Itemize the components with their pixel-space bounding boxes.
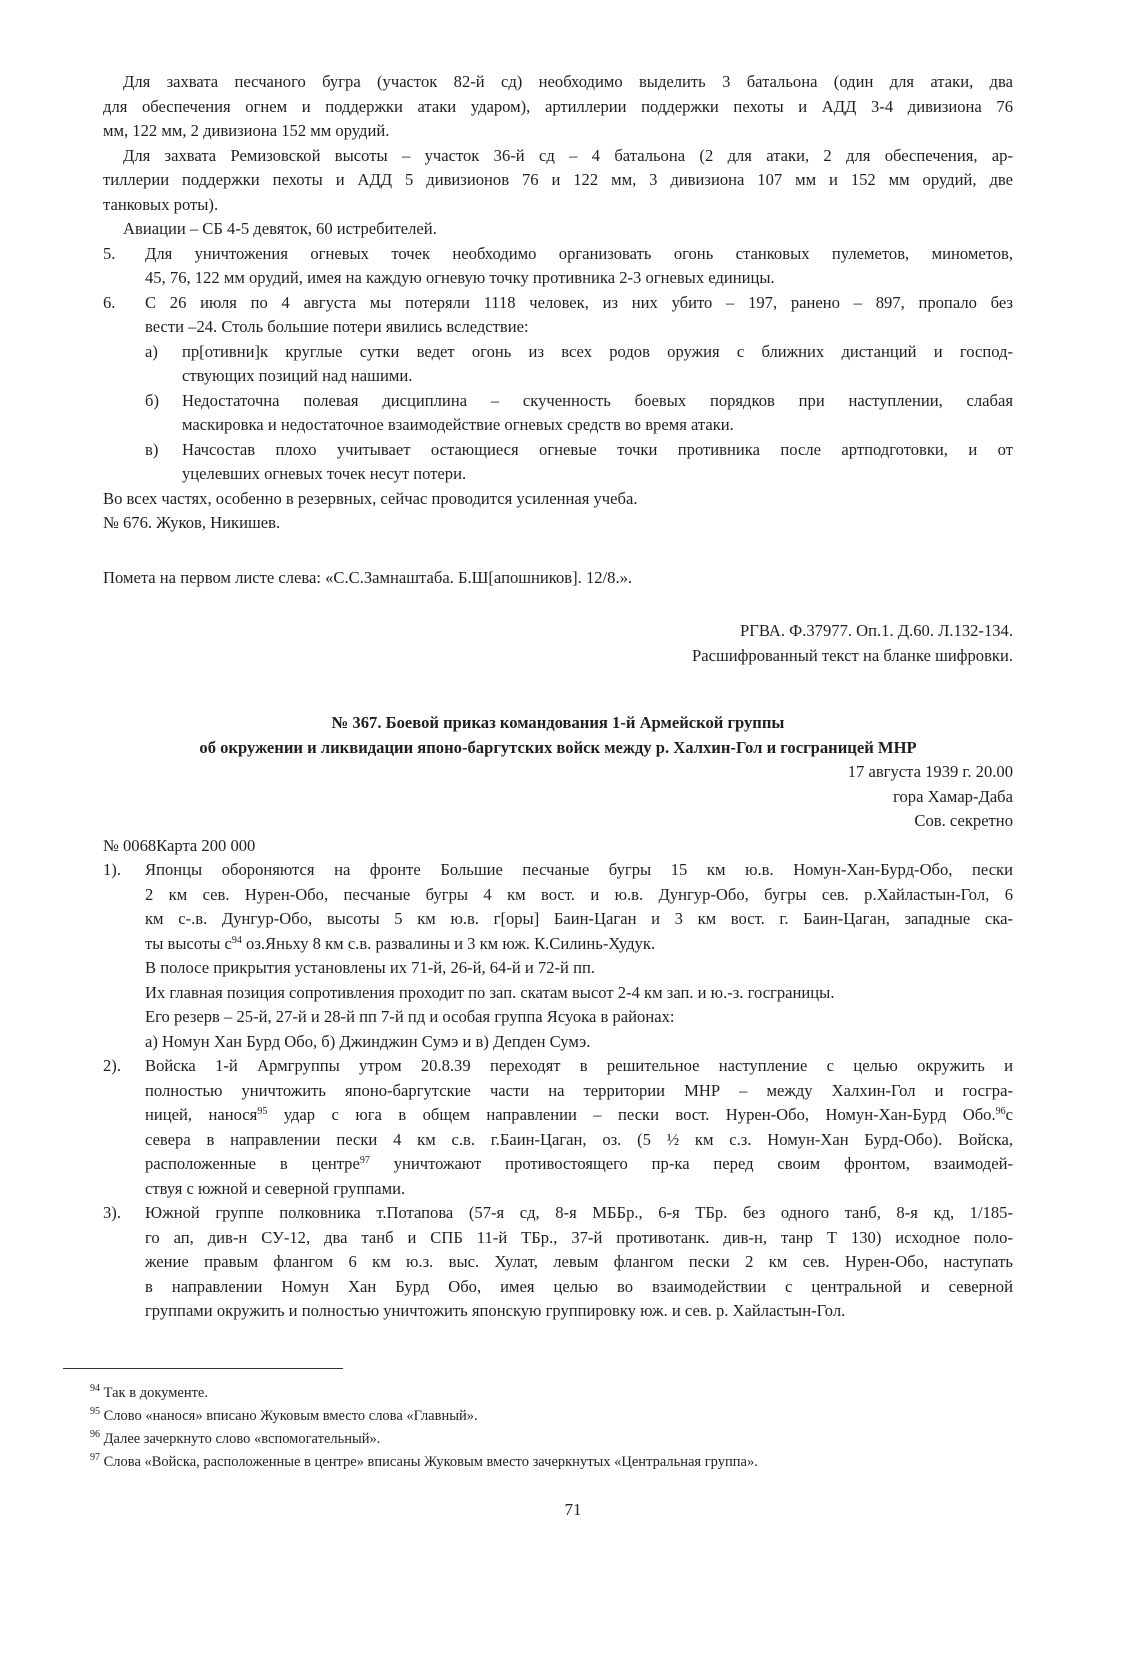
numbered-item: [103, 291, 1013, 340]
paragraph: [103, 834, 1013, 859]
lettered-subitem: [103, 340, 1013, 389]
lettered-subitem: [103, 389, 1013, 438]
document-body: [103, 70, 1013, 1324]
spacer: [103, 590, 1013, 619]
text-line: км с-.в. Дунгур-Обо, высоты 5 км ю.в. г[оры] Баин-Цаган и 3 км вост. г. Баин-Цаган, западные ска-: [145, 909, 1013, 928]
text-line: мм, 122 мм, 2 дивизиона 152 мм орудий.: [103, 121, 390, 140]
numbered-item: [103, 1054, 1013, 1201]
text-line: Во всех частях, особенно в резервных, сейчас проводится усиленная учеба.: [103, 488, 638, 508]
paragraph: [103, 566, 1013, 591]
footnote-ref: 95: [257, 1106, 268, 1117]
paragraph: [103, 487, 1013, 512]
footnote: [90, 1382, 758, 1405]
footnote-text: Так в документе.: [100, 1385, 208, 1401]
lettered-subitem: [103, 438, 1013, 487]
text-line: 45, 76, 122 мм орудий, имея на каждую огневую точку противника 2-3 огневых единицы.: [145, 268, 775, 287]
text-line: вести –24. Столь большие потери явились вследствие:: [145, 317, 529, 336]
item-number: 2).: [103, 1056, 121, 1075]
item-number: 5.: [103, 243, 116, 263]
text-line: ствующих позиций над нашими.: [182, 366, 413, 385]
paragraph: [103, 956, 1013, 981]
text-line: № 0068Карта 200 000: [103, 835, 256, 855]
text-line: 2 км сев. Нурен-Обо, песчаные бугры 4 км вост. и ю.в. Дунгур-Обо, бугры сев. р.Хайластын-Гол, 6: [145, 884, 1013, 904]
text-line: для обеспечения огнем и поддержки атаки ударом), артиллерии поддержки пехоты и АДД 3-4 дивизиона 76: [103, 96, 1013, 116]
text-line: Авиации – СБ 4-5 девяток, 60 истребителей.: [123, 219, 437, 238]
text-line: тиллерии поддержки пехоты и АДД 5 дивизионов 76 и 122 мм, 3 дивизиона 107 мм и 152 мм орудий, две: [103, 170, 1013, 189]
right-aligned-block: [103, 619, 1013, 668]
paragraph: [103, 1005, 1013, 1030]
text-line: ты высоты $с^{94}$ оз.Яньху 8 км с.в. развалины и 3 км юж. К.Силинь-Худук.: [145, 933, 656, 953]
footnotes: [90, 1382, 758, 1474]
footnote-divider: [63, 1368, 343, 1369]
text-line: севера в направлении пески 4 км с.в. г.Баин-Цаган, оз. (5 ½ км с.з. Номун-Хан Бурд-Обо). Войска,: [145, 1129, 1013, 1149]
text-line: № 367. Боевой приказ командования 1-й Армейской группы: [331, 713, 785, 732]
text-line: С 26 июля по 4 августа мы потеряли 1118 человек, из них убито – 197, ранено – 897, пропало без: [145, 292, 1013, 312]
document-heading: [103, 711, 1013, 760]
footnote: [90, 1428, 758, 1451]
text-line: Японцы обороняются на фронте Большие песчаные бугры 15 км ю.в. Номун-Хан-Бурд-Обо, пески: [145, 860, 1013, 879]
footnote-text: Слово «нанося» вписано Жуковым вместо слова «Главный».: [100, 1408, 478, 1424]
paragraph: [103, 1030, 1013, 1055]
footnote-text: Слова «Войска, расположенные в центре» вписаны Жуковым вместо зачеркнутых «Центральная группа».: [100, 1454, 758, 1470]
spacer: [103, 668, 1013, 711]
spacer: [103, 536, 1013, 566]
text-line: Начсостав плохо учитывает остающиеся огневые точки противника после артподготовки, и от: [182, 439, 1013, 459]
text-line: маскировка и недостаточное взаимодействие огневых средств во время атаки.: [182, 415, 734, 434]
text-line: Недостаточна полевая дисциплина – скученность боевых порядков при наступлении, слабая: [182, 390, 1013, 410]
footnote: [90, 1405, 758, 1428]
page-number: 71: [564, 1500, 582, 1519]
text-line: Для захвата Ремизовской высоты – участок 36-й сд – 4 батальона (2 для атаки, 2 для обеспечения, ар-: [123, 145, 1013, 165]
footnote-number: 96: [90, 1429, 100, 1440]
footnote-ref: 97: [359, 1155, 370, 1166]
text-line: расположенные в центре$^{97}$ уничтожают противостоящего пр-ка перед своим фронтом, взаимодей-: [145, 1154, 1013, 1173]
text-line: а) Номун Хан Бурд Обо, б) Джинджин Сумэ и в) Депден Сумэ.: [145, 1031, 591, 1051]
right-aligned-block: [103, 760, 1013, 834]
text-line: Для уничтожения огневых точек необходимо организовать огонь станковых пулеметов, минометов,: [145, 243, 1013, 263]
text-line: Расшифрованный текст на бланке шифровки.: [692, 645, 1013, 665]
text-line: Войска 1-й Армгруппы утром 20.8.39 переходят в решительное наступление с целью окружить и: [145, 1056, 1013, 1075]
item-number: 1).: [103, 860, 121, 879]
text-line: полностью уничтожить японо-баргутские части на территории МНР – между Халхин-Гол и госгра-: [145, 1080, 1013, 1100]
text-line: ствуя с южной и северной группами.: [145, 1178, 406, 1198]
text-line: пр[отивни]к круглые сутки ведет огонь из всех родов оружия с ближних дистанций и господ-: [182, 341, 1013, 361]
text-line: го ап, див-н СУ-12, два танб и СПБ 11-й ТБр., 37-й противотанк. див-н, танр Т 130) исходное поло-: [145, 1227, 1013, 1247]
footnote-number: 94: [90, 1383, 100, 1394]
item-number: а): [145, 341, 158, 361]
text-line: В полосе прикрытия установлены их 71-й, 26-й, 64-й и 72-й пп.: [145, 958, 595, 977]
numbered-item: [103, 858, 1013, 956]
text-line: Сов. секретно: [914, 811, 1013, 830]
text-line: Его резерв – 25-й, 27-й и 28-й пп 7-й пд и особая группа Ясуока в районах:: [145, 1007, 675, 1026]
item-number: 6.: [103, 292, 116, 312]
paragraph: [103, 70, 1013, 144]
footnote-number: 97: [90, 1452, 100, 1463]
paragraph: [103, 217, 1013, 242]
paragraph: [103, 981, 1013, 1006]
text-line: 17 августа 1939 г. 20.00: [847, 762, 1013, 781]
item-number: в): [145, 439, 159, 459]
text-line: гора Хамар-Даба: [893, 786, 1013, 806]
text-line: жение правым флангом 6 км ю.з. выс. Хулат, левым флангом пески 2 км сев. Нурен-Обо, наступать: [145, 1252, 1013, 1271]
text-line: РГВА. Ф.37977. Оп.1. Д.60. Л.132-134.: [740, 621, 1013, 640]
footnote-text: Далее зачеркнуто слово «вспомогательный».: [100, 1431, 381, 1447]
text-line: Их главная позиция сопротивления проходит по зап. скатам высот 2-4 км зап. и ю.-з. госграницы.: [145, 982, 835, 1002]
footnote-number: 95: [90, 1406, 100, 1417]
text-line: Помета на первом листе слева: «С.С.Замнаштаба. Б.Ш[апошников]. 12/8.».: [103, 567, 633, 587]
text-line: Для захвата песчаного бугра (участок 82-й сд) необходимо выделить 3 батальона (один для атаки, два: [123, 72, 1013, 91]
footnote: [90, 1451, 758, 1474]
footnote-ref: 94: [231, 934, 242, 946]
paragraph: [103, 511, 1013, 536]
text-line: об окружении и ликвидации японо-баргутских войск между р. Халхин-Гол и госграницей МНР: [199, 737, 917, 757]
item-number: б): [145, 390, 159, 410]
numbered-item: [103, 1201, 1013, 1324]
text-line: танковых роты).: [103, 194, 219, 214]
text-line: группами окружить и полностью уничтожить японскую группировку юж. и сев. р. Хайластын-Гол.: [145, 1301, 846, 1320]
text-line: № 676. Жуков, Никишев.: [103, 513, 281, 532]
paragraph: [103, 144, 1013, 218]
footnote-ref: 96: [995, 1106, 1006, 1117]
text-line: ницей, нанося$^{95}$ удар с юга в общем направлении – пески вост. Нурен-Обо, Номун-Хан-Бурд Обо.$^{96}$с: [145, 1105, 1013, 1124]
text-line: в направлении Номун Хан Бурд Обо, имея целью во взаимодействии с центральной и северной: [145, 1276, 1013, 1296]
text-line: уцелевших огневых точек несут потери.: [182, 464, 467, 483]
text-line: Южной группе полковника т.Потапова (57-я сд, 8-я МББр., 6-я ТБр. без одного танб, 8-я кд, 1/185-: [145, 1203, 1013, 1222]
item-number: 3).: [103, 1203, 121, 1222]
numbered-item: [103, 242, 1013, 291]
